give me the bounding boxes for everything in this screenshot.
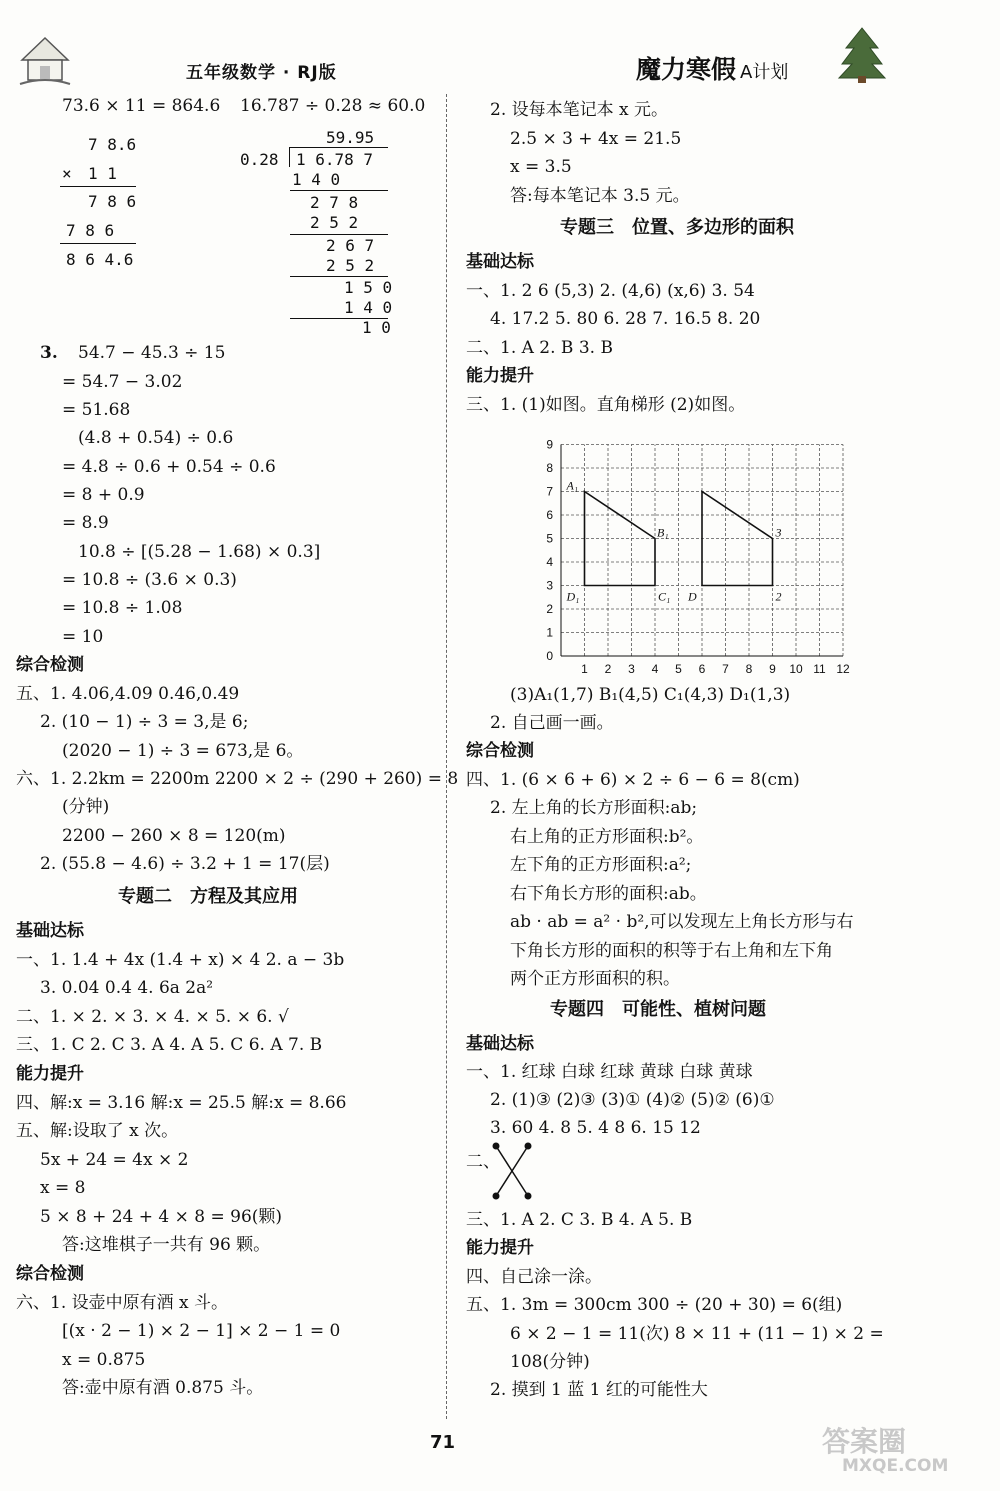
t3-2: 二、1. A 2. B 3. B <box>466 338 613 358</box>
y-tick-label: 1 <box>546 625 553 640</box>
t2-4: 四、解:x = 3.16 解:x = 25.5 解:x = 8.66 <box>16 1093 347 1113</box>
l1b: 16.787 ÷ 0.28 ≈ 60.0 <box>240 96 426 116</box>
y-tick-label: 9 <box>546 437 553 452</box>
t3-1a: 一、1. 2 6 (5,3) 2. (4,6) (x,6) 3. 54 <box>466 281 755 301</box>
x-tick-label: 12 <box>836 662 850 676</box>
q3-line: = 54.7 − 3.02 <box>62 372 183 392</box>
topic-4-title: 专题四 可能性、植树问题 <box>550 999 766 1020</box>
t2-5c: x = 8 <box>40 1178 86 1198</box>
z5-2b: (2020 − 1) ÷ 3 = 673,是 6。 <box>62 741 304 761</box>
div-bar <box>290 147 388 148</box>
section-zhjc-2: 综合检测 <box>16 1264 84 1284</box>
x-tick-label: 1 <box>581 662 588 676</box>
mult-p2: 7 8 6 <box>66 221 115 240</box>
r2b: 2.5 × 3 + 4x = 21.5 <box>510 129 682 149</box>
div-dividend: 1 6.78 7 <box>296 150 374 169</box>
trapezoid-a1b1c1d1 <box>585 492 656 586</box>
div-r1: 2 7 8 <box>310 193 359 212</box>
section-jcdb-2: 基础达标 <box>16 921 84 941</box>
t3-4d: 左下角的正方形面积:a²; <box>510 855 692 875</box>
coordinate-grid-figure <box>538 418 848 680</box>
y-tick-label: 7 <box>546 484 553 499</box>
t2-1b: 3. 0.04 0.4 4. 6a 2a² <box>40 978 214 998</box>
div-s4: 1 4 0 <box>344 298 393 317</box>
x-tick-label: 10 <box>789 662 803 676</box>
t3-4g: 下角长方形的面积的积等于右上角和左下角 <box>510 941 833 961</box>
div-bracket <box>289 147 290 167</box>
y-tick-label: 4 <box>546 555 553 569</box>
div-r3: 1 5 0 <box>344 278 393 297</box>
y-tick-label: 3 <box>546 578 553 593</box>
q3-line: = 51.68 <box>62 400 131 420</box>
div-divisor: 0.28 <box>240 150 279 169</box>
t3-3b: (3)A₁(1,7) B₁(4,5) C₁(4,3) D₁(1,3) <box>510 685 791 705</box>
q3-line: = 10.8 ÷ 1.08 <box>62 598 183 618</box>
y-tick-label: 5 <box>546 531 553 546</box>
topic-2-title: 专题二 方程及其应用 <box>118 886 298 907</box>
x-tick-label: 6 <box>698 662 706 676</box>
z6-2: 2. (55.8 − 4.6) ÷ 3.2 + 1 = 17(层) <box>40 854 330 874</box>
t3-4h: 两个正方形面积的积。 <box>510 969 680 989</box>
label-c1: C₁ <box>658 589 671 604</box>
x-tick-label: 3 <box>628 662 635 676</box>
mult-op: × <box>62 164 72 183</box>
r2d: 答:每本笔记本 3.5 元。 <box>510 186 690 206</box>
page-number: 71 <box>430 1432 456 1453</box>
r2c: x = 3.5 <box>510 157 572 177</box>
label-d: D <box>688 589 697 604</box>
t2-5d: 5 × 8 + 24 + 4 × 8 = 96(颗) <box>40 1207 283 1227</box>
t4-5c: 108(分钟) <box>510 1352 590 1372</box>
t4-4: 四、自己涂一涂。 <box>466 1267 602 1287</box>
header-sub: A计划 <box>740 62 789 83</box>
x-tick-label: 5 <box>675 662 682 676</box>
label-c: 2 <box>775 589 782 604</box>
t2-6b: [(x · 2 − 1) × 2 − 1] × 2 − 1 = 0 <box>62 1321 341 1341</box>
t4-1b: 2. (1)③ (2)③ (3)① (4)② (5)② (6)① <box>490 1090 775 1110</box>
mult-a: 7 8.6 <box>88 135 137 154</box>
t4-5a: 五、1. 3m = 300cm 300 ÷ (20 + 30) = 6(组) <box>466 1295 843 1315</box>
matching-lines-icon <box>490 1140 534 1202</box>
div-line-1 <box>290 190 388 191</box>
div-s2: 2 5 2 <box>310 213 359 232</box>
x-tick-label: 4 <box>651 662 659 676</box>
t2-3: 三、1. C 2. C 3. A 4. A 5. C 6. A 7. B <box>16 1035 323 1055</box>
section-jcdb-4: 基础达标 <box>466 1034 534 1054</box>
t2-6c: x = 0.875 <box>62 1350 146 1370</box>
tree-icon <box>836 26 888 84</box>
div-r2: 2 6 7 <box>326 236 375 255</box>
watermark-url: MXQE.COM <box>842 1456 949 1476</box>
section-zhjc-3: 综合检测 <box>466 741 534 761</box>
mult-line-2 <box>60 243 136 244</box>
t3-4b: 2. 左上角的长方形面积:ab; <box>490 798 698 818</box>
x-tick-label: 7 <box>722 662 729 676</box>
t3-4e: 右下角长方形的面积:ab。 <box>510 884 707 904</box>
div-s3: 2 5 2 <box>326 256 375 275</box>
section-nlts-4: 能力提升 <box>466 1238 534 1258</box>
t2-5b: 5x + 24 = 4x × 2 <box>40 1150 189 1170</box>
div-line-3 <box>290 276 388 277</box>
z5-2a: 2. (10 − 1) ÷ 3 = 3,是 6; <box>40 712 249 732</box>
header-left-title: 五年级数学 · RJ版 <box>186 63 337 83</box>
t2-1a: 一、1. 1.4 + 4x (1.4 + x) × 4 2. a − 3b <box>16 950 345 970</box>
t4-5d: 2. 摸到 1 蓝 1 红的可能性大 <box>490 1380 708 1400</box>
x-tick-label: 9 <box>769 662 776 676</box>
mult-res: 8 6 4.6 <box>66 250 134 269</box>
header-brand: 魔力寒假 <box>636 55 737 84</box>
r2a: 2. 设每本笔记本 x 元。 <box>490 100 669 120</box>
section-zhjc-1: 综合检测 <box>16 655 84 675</box>
topic-3-title: 专题三 位置、多边形的面积 <box>560 217 794 238</box>
y-tick-label: 2 <box>546 602 553 616</box>
t4-3: 三、1. A 2. C 3. B 4. A 5. B <box>466 1210 693 1230</box>
t3-4f: ab · ab = a² · b²,可以发现左上角长方形与右 <box>510 912 854 932</box>
header-right-title <box>636 50 788 86</box>
div-r4: 1 0 <box>362 318 391 337</box>
div-line-2 <box>290 234 388 235</box>
q3-line: = 4.8 ÷ 0.6 + 0.54 ÷ 0.6 <box>62 457 276 477</box>
div-s1: 1 4 0 <box>292 170 341 189</box>
mult-b: 1 1 <box>88 164 117 183</box>
t4-2: 二、 <box>466 1152 500 1172</box>
t3-3c: 2. 自己画一画。 <box>490 713 614 733</box>
section-nlts-2: 能力提升 <box>16 1064 84 1084</box>
y-tick-label: 0 <box>546 649 553 663</box>
x-tick-label: 11 <box>813 662 826 676</box>
section-jcdb-3: 基础达标 <box>466 252 534 272</box>
x-tick-label: 2 <box>604 662 612 676</box>
z6-1c: 2200 − 260 × 8 = 120(m) <box>62 826 286 846</box>
watermark-text: 答案圈 <box>822 1425 907 1458</box>
y-tick-label: 8 <box>546 461 553 475</box>
t3-4a: 四、1. (6 × 6 + 6) × 2 ÷ 6 − 6 = 8(cm) <box>466 770 800 790</box>
q3-number: 3. <box>40 343 58 363</box>
q3-line: = 8.9 <box>62 513 109 533</box>
t3-3: 三、1. (1)如图。直角梯形 (2)如图。 <box>466 395 746 415</box>
div-quotient: 59.95 <box>326 128 375 147</box>
label-d1: D₁ <box>566 589 580 604</box>
label-a1: A₁ <box>566 478 579 493</box>
label-b: 3 <box>775 525 782 540</box>
t4-1c: 3. 60 4. 8 5. 4 8 6. 15 12 <box>490 1118 701 1138</box>
q3-line: 10.8 ÷ [(5.28 − 1.68) × 0.3] <box>78 542 321 562</box>
t2-2: 二、1. × 2. × 3. × 4. × 5. × 6. √ <box>16 1007 289 1027</box>
q3-line: 54.7 − 45.3 ÷ 15 <box>78 343 226 363</box>
z6-1a: 六、1. 2.2km = 2200m 2200 × 2 ÷ (290 + 260) = 8 <box>16 769 459 789</box>
mult-line-1 <box>60 186 136 187</box>
q3-line: (4.8 + 0.54) ÷ 0.6 <box>78 428 234 448</box>
t2-5e: 答:这堆棋子一共有 96 颗。 <box>62 1235 271 1255</box>
q3-line: = 10 <box>62 627 104 647</box>
column-divider <box>446 94 447 1419</box>
t2-6d: 答:壶中原有酒 0.875 斗。 <box>62 1378 264 1398</box>
mult-p1: 7 8 6 <box>88 192 137 211</box>
l1: 73.6 × 11 = 864.6 <box>62 96 221 116</box>
t4-1a: 一、1. 红球 白球 红球 黄球 白球 黄球 <box>466 1062 753 1082</box>
section-nlts-3: 能力提升 <box>466 366 534 386</box>
q3-line: = 8 + 0.9 <box>62 485 145 505</box>
t3-1b: 4. 17.2 5. 80 6. 28 7. 16.5 8. 20 <box>490 309 761 329</box>
q3-line: = 10.8 ÷ (3.6 × 0.3) <box>62 570 237 590</box>
t2-6a: 六、1. 设壶中原有酒 x 斗。 <box>16 1293 229 1313</box>
x-tick-label: 8 <box>745 662 753 676</box>
t3-4c: 右上角的正方形面积:b²。 <box>510 827 704 847</box>
t4-5b: 6 × 2 − 1 = 11(次) 8 × 11 + (11 − 1) × 2 = <box>510 1324 884 1344</box>
label-b1: B₁ <box>657 525 669 540</box>
t2-5a: 五、解:设取了 x 次。 <box>16 1121 179 1141</box>
z5-1: 五、1. 4.06,4.09 0.46,0.49 <box>16 684 240 704</box>
y-tick-label: 6 <box>546 508 553 522</box>
house-logo-icon <box>16 30 74 90</box>
z6-1b: (分钟) <box>62 797 110 817</box>
